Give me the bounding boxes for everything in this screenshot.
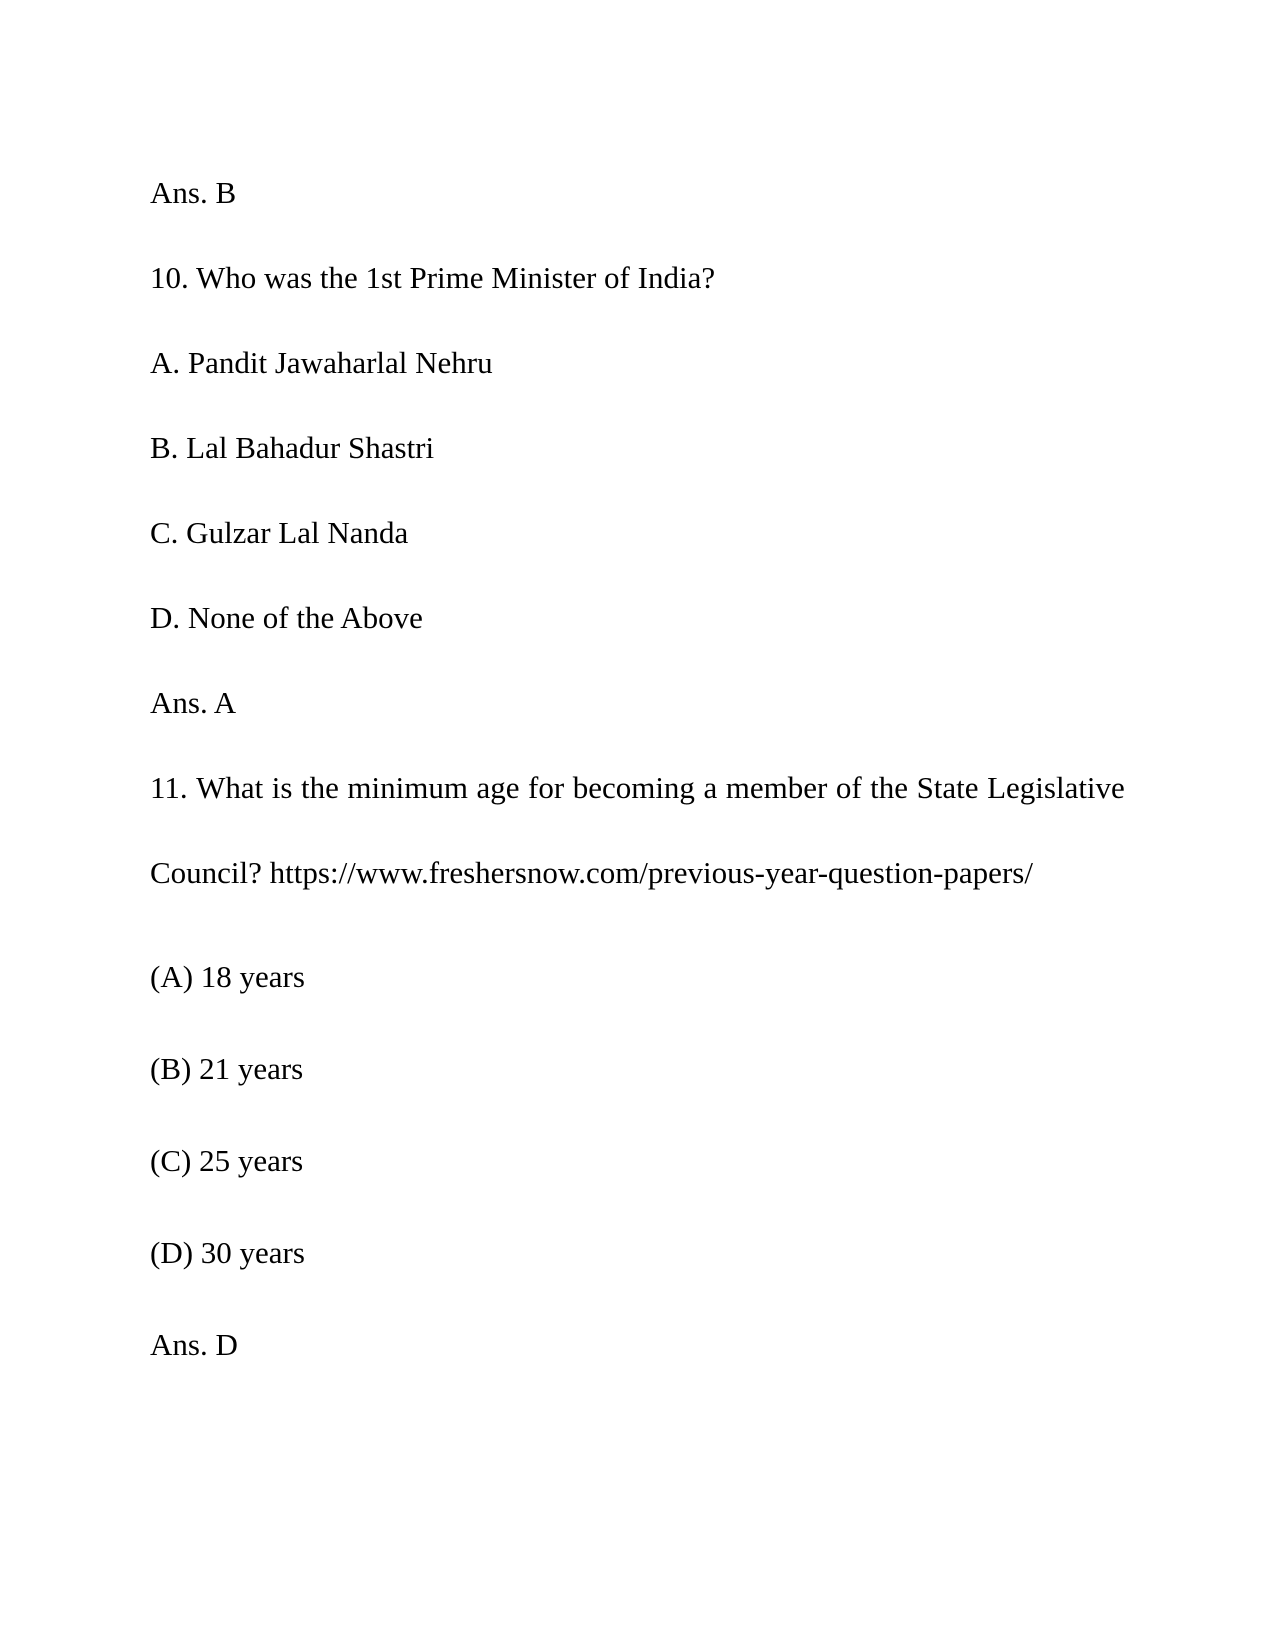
- answer-question-10: Ans. A: [150, 685, 237, 720]
- question-11-word: 11.: [150, 769, 188, 805]
- question-11-line-1: [150, 745, 1125, 830]
- question-10-option-b: B. Lal Bahadur Shastri: [150, 430, 435, 465]
- question-10-option-d: D. None of the Above: [150, 600, 423, 635]
- question-11-word: the: [870, 769, 909, 805]
- question-11-word: for: [528, 769, 565, 805]
- question-10-option-c: C. Gulzar Lal Nanda: [150, 515, 409, 550]
- question-11-option-d: (D) 30 years: [150, 1235, 305, 1270]
- question-11-word: becoming: [572, 769, 695, 805]
- question-11-word: a: [703, 769, 718, 805]
- question-10-option-a: A. Pandit Jawaharlal Nehru: [150, 345, 493, 380]
- question-11-word: State: [916, 769, 979, 805]
- answer-question-9: Ans. B: [150, 175, 237, 210]
- question-10-text: 10. Who was the 1st Prime Minister of India?: [150, 260, 716, 295]
- question-11-word: the: [300, 769, 339, 805]
- question-11-line-2-with-url: Council? https://www.freshersnow.com/previous-year-question-papers/: [150, 855, 1033, 890]
- question-11-word: member: [725, 769, 828, 805]
- question-11-options: [150, 931, 1125, 1299]
- question-11-word: Legislative: [987, 769, 1125, 805]
- question-11-word: minimum: [347, 769, 468, 805]
- question-11-option-b: (B) 21 years: [150, 1051, 304, 1086]
- question-11-option-a: (A) 18 years: [150, 959, 305, 994]
- question-11-word: of: [835, 769, 862, 805]
- question-11-word: age: [476, 769, 520, 805]
- answer-question-11: Ans. D: [150, 1327, 238, 1362]
- question-11-option-c: (C) 25 years: [150, 1143, 304, 1178]
- question-11-word: is: [271, 769, 293, 805]
- question-11-word: What: [196, 769, 264, 805]
